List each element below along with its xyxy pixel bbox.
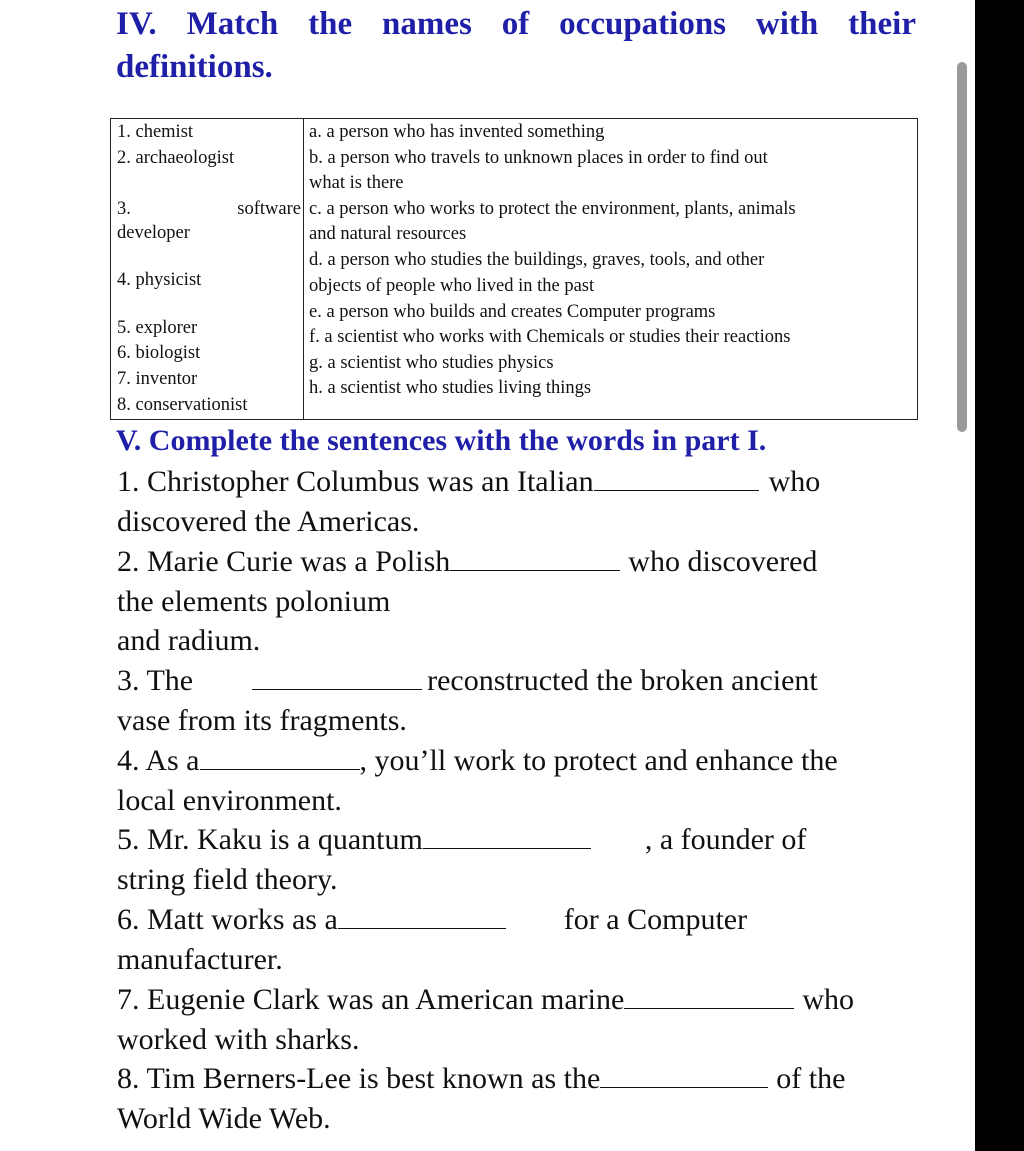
occupation-item: 5. explorer <box>117 318 198 338</box>
sentence-4-continued: local environment. <box>117 784 342 817</box>
definition-item: e. a person who builds and creates Computer programs <box>309 302 716 322</box>
answer-blank-2[interactable] <box>450 542 620 571</box>
sentence-3-continued: vase from its fragments. <box>117 704 407 737</box>
section-iv-title-continued: definitions. <box>116 49 273 85</box>
sentence-text: for a Computer <box>563 903 748 936</box>
sentence-text: 6. Matt works as a <box>117 903 338 936</box>
definition-item: a. a person who has invented something <box>309 122 605 142</box>
sentence-5 <box>117 820 806 860</box>
sentence-text: 4. As a <box>117 744 200 777</box>
definitions-column <box>304 119 917 419</box>
sentence-text: who discovered <box>628 545 818 578</box>
answer-blank-6[interactable] <box>338 900 506 929</box>
definition-item: b. a person who travels to unknown places in order to find out <box>309 148 768 168</box>
sentence-text: 3. The <box>117 664 194 697</box>
definition-item: g. a scientist who studies physics <box>309 353 554 373</box>
sentence-text: 7. Eugenie Clark was an American marine <box>117 983 625 1016</box>
sentence-text: 5. Mr. Kaku is a quantum <box>117 823 423 856</box>
occupation-item: 3. <box>117 199 131 219</box>
sentence-text: 8. Tim Berners-Lee is best known as the <box>117 1062 601 1095</box>
definition-item: objects of people who lived in the past <box>309 276 595 296</box>
sentence-7 <box>117 980 854 1020</box>
sentence-text: , you’ll work to protect and enhance the <box>359 744 838 777</box>
answer-blank-7[interactable] <box>624 980 794 1009</box>
sentence-1-continued: discovered the Americas. <box>117 505 420 538</box>
sentence-3 <box>117 661 818 701</box>
sentence-1 <box>117 462 820 502</box>
matching-table <box>110 118 918 420</box>
answer-blank-8[interactable] <box>600 1059 768 1088</box>
definition-item: c. a person who works to protect the environment, plants, animals <box>309 199 796 219</box>
sentence-5-continued: string field theory. <box>117 863 338 896</box>
right-dark-panel <box>975 0 1024 1151</box>
occupation-item: 7. inventor <box>117 369 198 389</box>
sentence-2-continued: the elements polonium <box>117 585 391 618</box>
occupation-item: 6. biologist <box>117 343 201 363</box>
sentence-text: who <box>802 983 854 1016</box>
occupation-item: 2. archaeologist <box>117 148 235 168</box>
sentence-7-continued: worked with sharks. <box>117 1023 360 1056</box>
sentence-text: who <box>768 465 821 498</box>
sentence-4 <box>117 741 838 781</box>
occupation-item: 8. conservationist <box>117 395 248 415</box>
occupation-item: developer <box>117 223 190 243</box>
occupation-item: 4. physicist <box>117 270 202 290</box>
definition-item: h. a scientist who studies living things <box>309 378 592 398</box>
sentence-2-continued: and radium. <box>117 624 261 657</box>
sentence-text: reconstructed the broken ancient <box>427 664 818 697</box>
definition-item: and natural resources <box>309 224 467 244</box>
sentence-8 <box>117 1059 845 1099</box>
sentence-6 <box>117 900 747 940</box>
scrollbar-thumb[interactable] <box>957 62 967 432</box>
answer-blank-1[interactable] <box>594 462 759 491</box>
sentence-text: , a founder of <box>644 823 807 856</box>
sentence-text: 1. Christopher Columbus was an Italian <box>117 465 594 498</box>
answer-blank-5[interactable] <box>423 820 591 849</box>
definition-item: d. a person who studies the buildings, graves, tools, and other <box>309 250 765 270</box>
sentence-text: 2. Marie Curie was a Polish <box>117 545 451 578</box>
section-iv-title: IV. Match the names of occupations with their <box>116 6 916 42</box>
occupation-item: software <box>237 199 301 219</box>
sentence-text: of the <box>776 1062 846 1095</box>
definition-item: what is there <box>309 173 404 193</box>
answer-blank-4[interactable] <box>200 741 360 770</box>
section-v-title: V. Complete the sentences with the words in part I. <box>116 424 767 457</box>
definition-item: f. a scientist who works with Chemicals or studies their reactions <box>309 327 791 347</box>
answer-blank-3[interactable] <box>252 661 422 690</box>
sentence-2 <box>117 542 817 582</box>
sentence-6-continued: manufacturer. <box>117 943 283 976</box>
occupations-column <box>111 119 304 419</box>
occupation-item: 1. chemist <box>117 122 194 142</box>
sentence-8-continued: World Wide Web. <box>117 1102 331 1135</box>
